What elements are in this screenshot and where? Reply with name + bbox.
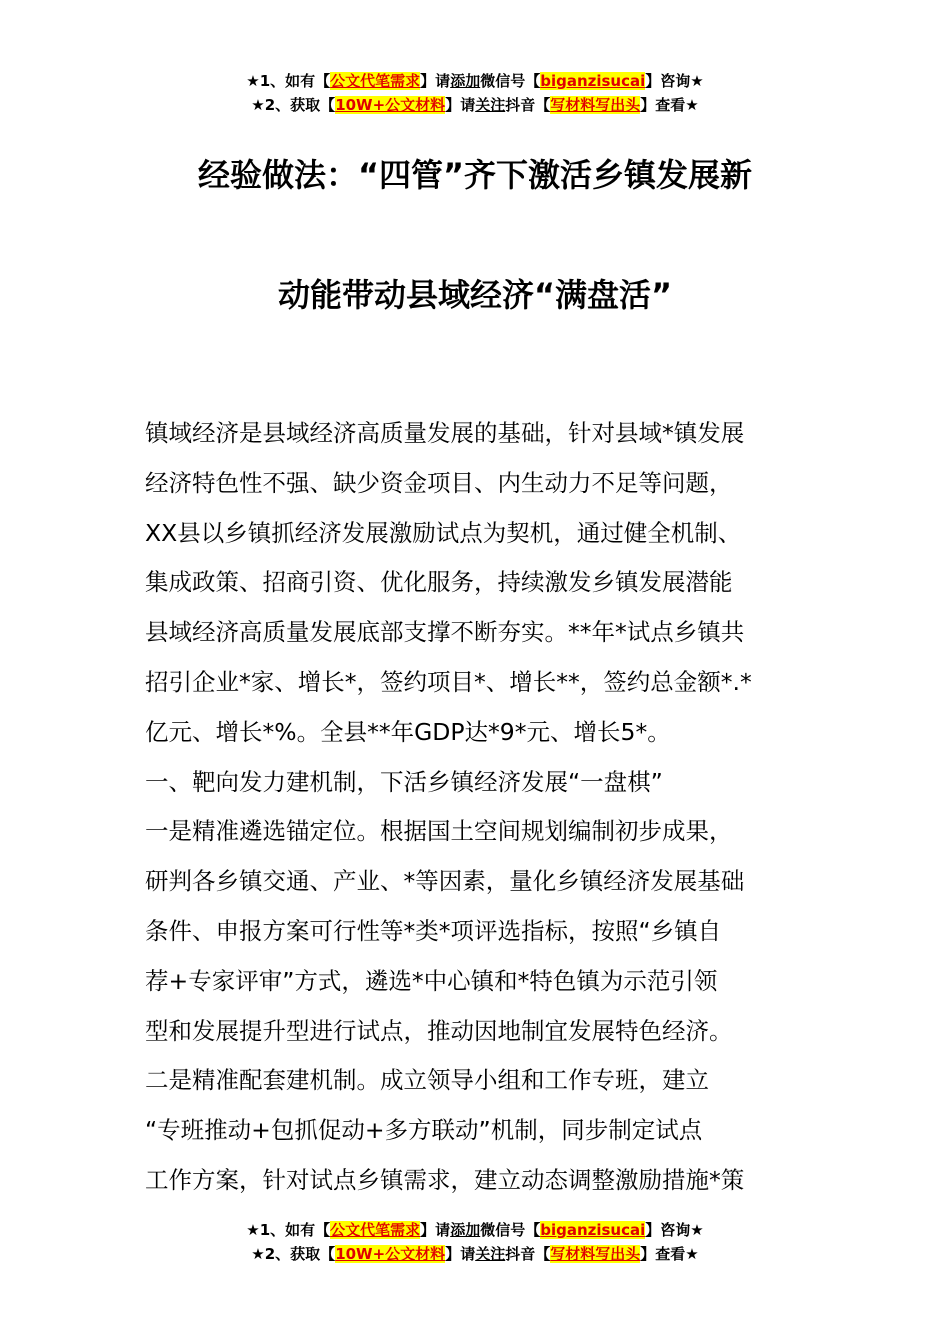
promo-text: 】查看★ (640, 96, 699, 114)
promo-highlight: 公文代笔需求 (330, 1221, 421, 1239)
promo-text: ★1、如有【 (246, 1221, 331, 1239)
promo-text: 】请 (445, 1245, 476, 1263)
promo-underline: 关注 (475, 1245, 506, 1263)
body-text-line: 招引企业*家、增长*，签约项目*、增长**，签约总金额*.* (145, 668, 752, 696)
body-text-line: 条件、申报方案可行性等*类*项评选指标，按照“乡镇自 (145, 917, 722, 945)
promo-line-1 (0, 69, 950, 93)
body-text-line: 经济特色性不强、缺少资金项目、内生动力不足等问题， (145, 468, 733, 497)
promo-highlight: 公文代笔需求 (330, 72, 421, 90)
promo-highlight: biganzisucai (540, 72, 646, 90)
promo-text: 】查看★ (640, 1245, 699, 1263)
promo-text: 】咨询★ (645, 1221, 704, 1239)
document-title-line-2: 动能带动县域经济“满盘活” (277, 276, 673, 314)
body-text-line: 一是精准遴选锚定位。根据国土空间规划编制初步成果， (145, 817, 733, 846)
promo-text: 微信号【 (480, 1221, 541, 1239)
promo-underline: 添加 (450, 72, 481, 90)
promo-text: ★1、如有【 (246, 72, 331, 90)
body-text-line: 镇域经济是县域经济高质量发展的基础，针对县域*镇发展 (145, 419, 745, 447)
promo-text: 】请 (420, 72, 451, 90)
body-text-line: XX县以乡镇抓经济发展激励试点为契机，通过健全机制、 (145, 518, 742, 547)
promo-text: ★2、获取【 (251, 1245, 336, 1263)
promo-underline: 添加 (450, 1221, 481, 1239)
body-text-line: “专班推动+包抓促动+多方联动”机制，同步制定试点 (145, 1116, 703, 1145)
promo-text: 微信号【 (480, 72, 541, 90)
body-text-line: 工作方案，针对试点乡镇需求，建立动态调整激励措施*策 (145, 1166, 745, 1194)
body-text-line: 研判各乡镇交通、产业、*等因素，量化乡镇经济发展基础 (145, 867, 745, 896)
promo-highlight: biganzisucai (540, 1221, 646, 1239)
promo-highlight: 10W+公文材料 (335, 1245, 446, 1263)
promo-text: 抖音【 (505, 1245, 551, 1263)
promo-line-2 (0, 93, 950, 117)
document-title-line-1: 经验做法：“四管”齐下激活乡镇发展新 (197, 156, 753, 194)
body-text-line: 亿元、增长*%。全县**年GDP达*9*元、增长5*。 (145, 717, 671, 746)
body-text-line: 型和发展提升型进行试点，推动因地制宜发展特色经济。 (145, 1016, 733, 1045)
body-text-line: 县域经济高质量发展底部支撑不断夯实。**年*试点乡镇共 (145, 618, 745, 647)
promo-text: 】请 (420, 1221, 451, 1239)
promo-text: 】咨询★ (645, 72, 704, 90)
promo-underline: 关注 (475, 96, 506, 114)
footer-promo-line-1 (0, 1218, 950, 1242)
promo-highlight: 写材料写出头 (550, 96, 641, 114)
section-heading: 一、靶向发力建机制，下活乡镇经济发展“一盘棋” (145, 767, 663, 796)
promo-text: 抖音【 (505, 96, 551, 114)
promo-text: ★2、获取【 (251, 96, 336, 114)
promo-highlight: 写材料写出头 (550, 1245, 641, 1263)
footer-promo-line-2 (0, 1242, 950, 1266)
body-text-line: 二是精准配套建机制。成立领导小组和工作专班，建立 (145, 1066, 709, 1095)
promo-highlight: 10W+公文材料 (335, 96, 446, 114)
body-text-line: 集成政策、招商引资、优化服务，持续激发乡镇发展潜能 (145, 568, 733, 597)
promo-text: 】请 (445, 96, 476, 114)
body-text-line: 荐+专家评审”方式，遴选*中心镇和*特色镇为示范引领 (145, 966, 718, 995)
